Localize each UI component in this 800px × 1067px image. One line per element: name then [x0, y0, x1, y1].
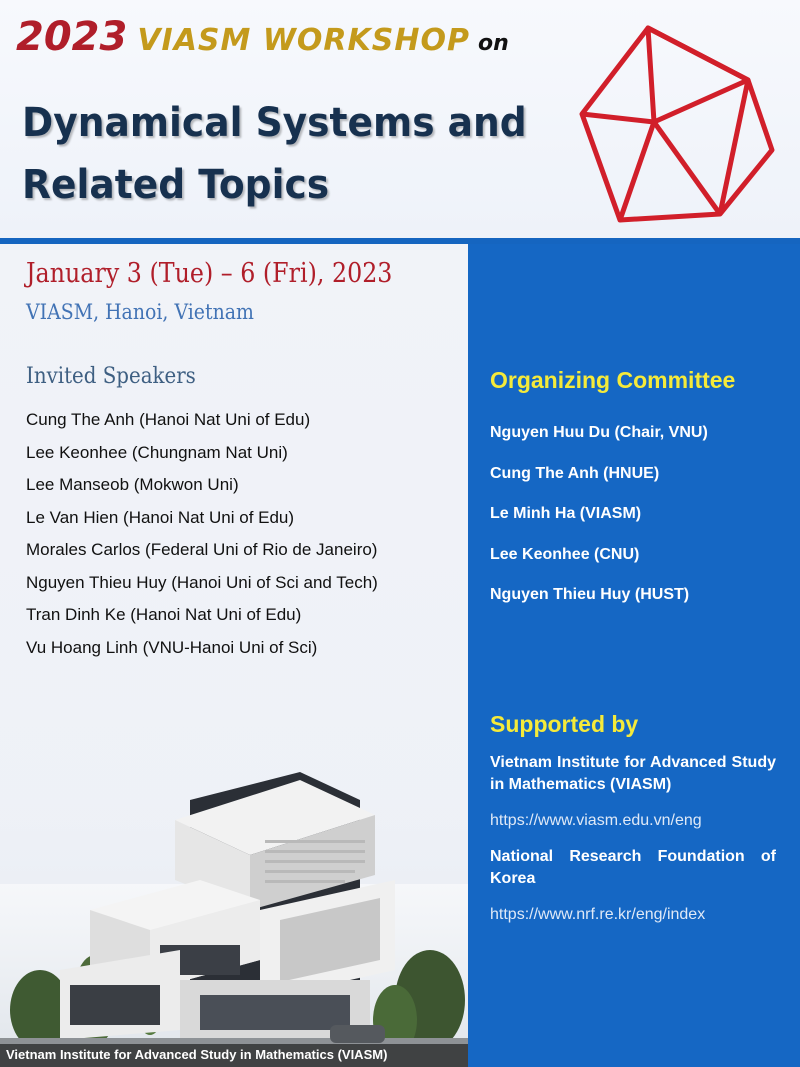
title-line-2: Dynamical Systems and: [22, 100, 527, 146]
sponsor-name: Vietnam Institute for Advanced Study in Mathematics (VIASM): [490, 754, 776, 793]
building-photo: [0, 760, 468, 1067]
supported-by-heading: Supported by: [490, 711, 639, 737]
invited-speakers-list: [26, 404, 378, 664]
event-venue: VIASM, Hanoi, Vietnam: [26, 300, 254, 324]
speaker-item: Tran Dinh Ke (Hanoi Nat Uni of Edu): [26, 605, 302, 624]
invited-speakers-heading: Invited Speakers: [26, 364, 196, 389]
speaker-item: Morales Carlos (Federal Uni of Rio de Janeiro): [26, 540, 378, 559]
photo-caption: Vietnam Institute for Advanced Study in Mathematics (VIASM): [6, 1047, 388, 1062]
title-line-3: Related Topics: [22, 162, 330, 208]
page-title: [22, 92, 530, 216]
sponsor-nrf: [490, 846, 776, 926]
sponsor-link[interactable]: https://www.viasm.edu.vn/eng: [490, 812, 702, 829]
organizing-committee-list: [490, 413, 708, 616]
organizing-committee-heading: Organizing Committee: [490, 367, 736, 393]
photo-caption-bar: [0, 1044, 468, 1067]
workshop-name: VIASM WORKSHOP: [137, 23, 470, 58]
speaker-item: Nguyen Thieu Huy (Hanoi Uni of Sci and Tech): [26, 572, 378, 592]
event-dates: January 3 (Tue) – 6 (Fri), 2023: [26, 258, 393, 289]
year: 2023: [16, 14, 128, 60]
speaker-item: Vu Hoang Linh (VNU-Hanoi Uni of Sci): [26, 637, 318, 657]
committee-member: Nguyen Huu Du (Chair, VNU): [490, 424, 708, 441]
sponsor-viasm: [490, 752, 776, 832]
speaker-item: Lee Manseob (Mokwon Uni): [26, 475, 239, 494]
speaker-item: Lee Keonhee (Chungnam Nat Uni): [26, 442, 288, 462]
committee-member: Nguyen Thieu Huy (HUST): [490, 586, 690, 603]
committee-member: Le Minh Ha (VIASM): [490, 505, 642, 522]
speaker-item: Le Van Hien (Hanoi Nat Uni of Edu): [26, 507, 295, 527]
sponsor-name: National Research Foundation of Korea: [490, 848, 776, 887]
title-line1: [16, 14, 509, 72]
committee-member: Cung The Anh (HNUE): [490, 464, 660, 482]
committee-member: Lee Keonhee (CNU): [490, 545, 640, 563]
icosahedron-logo-icon: [572, 22, 782, 232]
speaker-item: Cung The Anh (Hanoi Nat Uni of Edu): [26, 410, 311, 429]
sponsor-link[interactable]: https://www.nrf.re.kr/eng/index: [490, 906, 706, 923]
on-word: on: [477, 31, 509, 56]
